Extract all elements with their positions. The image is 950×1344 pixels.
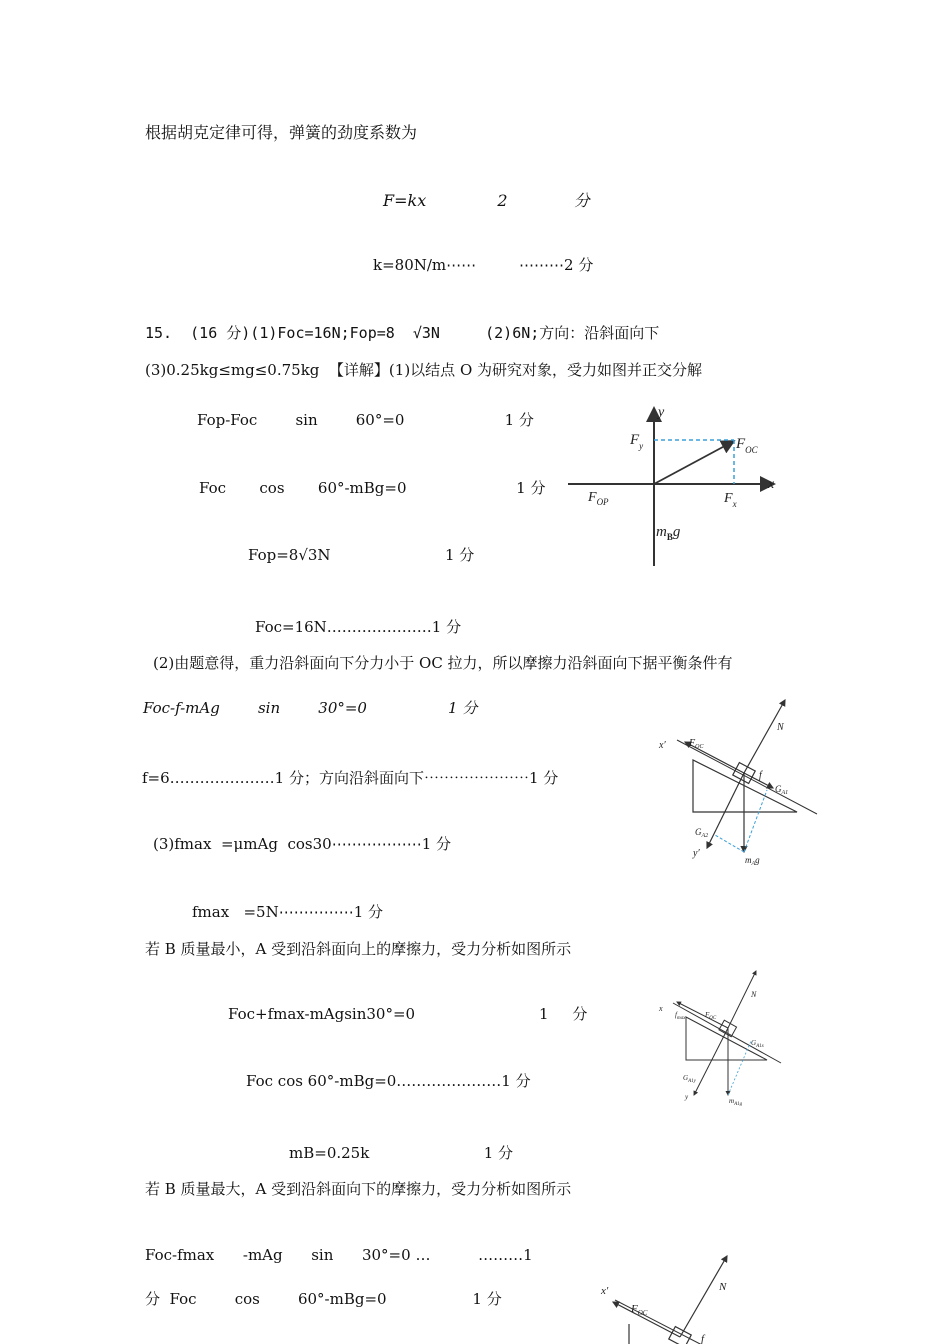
fy-label: $F_y$: [630, 432, 644, 451]
ga1-label: $G_{A1}$: [775, 784, 789, 796]
equation-friction: Foc-f-mAg sin 30°=0 1 分: [143, 699, 478, 717]
equation-min-1: Foc+fmax-mAgsin30°=0 1 分: [228, 1005, 588, 1023]
equation-max-1: Foc-fmax -mAg sin 30°=0 … ………1: [145, 1246, 533, 1264]
mbg-label: $m_Bg$: [656, 524, 681, 542]
fx-label: $F_x$: [724, 491, 737, 509]
ga1x-label: $G_{A1x}$: [751, 1039, 764, 1049]
f-label: f: [759, 770, 762, 781]
case-min-intro: 若 B 质量最小，A 受到沿斜面向上的摩擦力，受力分析如图所示: [145, 940, 572, 958]
y-axis: [694, 1028, 728, 1095]
result-fop: Fop=8√3N 1 分: [248, 546, 475, 564]
n-label: N: [719, 1281, 727, 1293]
y-prime-axis: [707, 773, 744, 848]
normal-force: [744, 700, 785, 773]
text-hooke-intro: 根据胡克定律可得，弹簧的劲度系数为: [145, 123, 418, 142]
result-fmax: fmax =5N⋯⋯⋯⋯⋯1 分: [192, 903, 384, 921]
force-diagram-o: [560, 400, 790, 570]
question-15-header: 15. (16 分)(1)Foc=16N;Fop=8 √3N (2)6N;方向：沿斜面向下: [145, 324, 660, 342]
equation-min-2: Foc cos 60°-mBg=0…………………1 分: [246, 1072, 531, 1090]
y-prime-label: y′: [693, 848, 700, 859]
fop-label: $F_{OP}$: [588, 490, 609, 507]
n-label: N: [777, 722, 784, 733]
result-f: f=6…………………1 分；方向沿斜面向下⋯⋯⋯⋯⋯⋯⋯1 分: [142, 769, 559, 787]
normal-force: [728, 971, 756, 1028]
result-k: k=80N/m⋯⋯ ⋯⋯⋯2 分: [373, 256, 594, 274]
fmax-label: $f_{max}$: [675, 1011, 686, 1021]
result-mb-min: mB=0.25k 1 分: [289, 1144, 514, 1162]
y-axis-label: y: [658, 405, 665, 420]
equation-f-kx: F=kx 2 分: [383, 191, 590, 210]
foc-label: $F_{OC}$: [631, 1303, 648, 1317]
foc-label: $F_{OC}$: [705, 1011, 717, 1021]
answer-range-and-detail: (3)0.25kg≤mg≤0.75kg 【详解】(1)以结点 O 为研究对象，受力如图并正交分解: [145, 361, 703, 379]
dash-line: [728, 1041, 751, 1095]
foc-vector: [654, 441, 734, 484]
normal-force: [680, 1256, 727, 1337]
ga1y-label: $G_{A1y}$: [683, 1074, 696, 1084]
equation-max-2: 分 Foc cos 60°-mBg=0 1 分: [145, 1290, 502, 1308]
foc-vector: [677, 1002, 728, 1028]
mag-label: $m_{A1g}$: [729, 1097, 743, 1107]
mag-label: $m_Ag$: [745, 855, 760, 867]
incline-diagram-min-case: [655, 965, 795, 1110]
x-label: x: [659, 1004, 663, 1013]
y-label: y: [685, 1093, 689, 1101]
incline-surface-line: [673, 1003, 781, 1063]
x-prime-label: x′: [659, 740, 666, 751]
n-label: N: [751, 990, 757, 999]
foc-vector: [613, 1302, 680, 1337]
result-foc: Foc=16N…………………1 分: [255, 618, 462, 636]
equation-foc-cos: Foc cos 60°-mBg=0 1 分: [199, 479, 546, 497]
f-label: f: [701, 1333, 705, 1344]
dash-line-1: [744, 790, 767, 852]
case-max-intro: 若 B 质量最大，A 受到沿斜面向下的摩擦力，受力分析如图所示: [145, 1180, 572, 1198]
incline-diagram-part2: [655, 690, 825, 870]
equation-fop: Fop-Foc sin 60°=0 1 分: [197, 411, 534, 429]
dash-line-2: [715, 835, 744, 852]
equation-fmax: (3)fmax =μmAg cos30⋯⋯⋯⋯⋯⋯1 分: [153, 835, 452, 853]
incline-diagram-max-case: [595, 1250, 735, 1344]
foc-label: $F_{OC}$: [689, 738, 704, 750]
foc-label: $F_{OC}$: [736, 436, 758, 455]
x-prime-label: x′: [601, 1285, 609, 1297]
part2-intro: (2)由题意得，重力沿斜面向下分力小于 OC 拉力，所以摩擦力沿斜面向下据平衡条件有: [153, 654, 733, 672]
x-axis-label: x: [768, 477, 775, 492]
ga2-label: $G_{A2}$: [695, 827, 709, 839]
incline-surface-line: [677, 740, 817, 814]
